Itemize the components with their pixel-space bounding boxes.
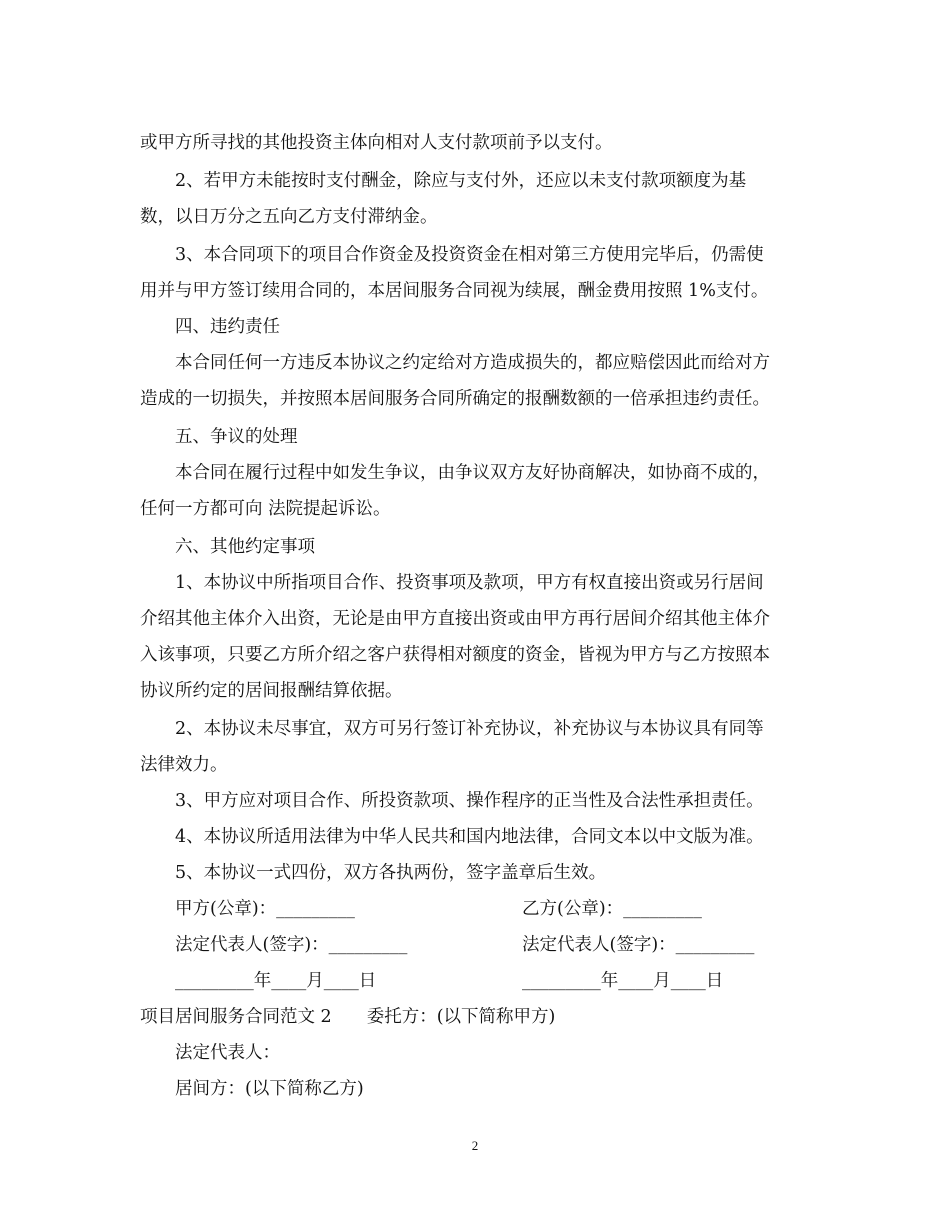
paragraph-line: 3、甲方应对项目合作、所投资款项、操作程序的正当性及合法性承担责任。 bbox=[175, 791, 764, 811]
page-number: 2 bbox=[471, 1138, 479, 1153]
paragraph-line: 3、本合同项下的项目合作资金及投资资金在相对第三方使用完毕后，仍需使 bbox=[175, 245, 764, 265]
paragraph-line: 法律效力。 bbox=[140, 755, 228, 775]
legal-representative-line: 法定代表人： bbox=[175, 1043, 280, 1063]
paragraph-line: 本合同在履行过程中如发生争议，由争议双方友好协商解决，如协商不成的， bbox=[175, 463, 770, 483]
paragraph-line: 2、若甲方未能按时支付酬金，除应与支付外，还应以未支付款项额度为基 bbox=[175, 171, 747, 191]
party-b-rep: 法定代表人(签字)：_________ bbox=[522, 935, 755, 955]
paragraph-line: 入该事项，只要乙方所介绍之客户获得相对额度的资金，皆视为甲方与乙方按照本 bbox=[140, 645, 770, 665]
second-contract-heading: 项目居间服务合同范文 2 委托方：(以下简称甲方) bbox=[140, 1007, 556, 1027]
party-a-seal: 甲方(公章)：_________ bbox=[175, 899, 355, 919]
party-a-rep: 法定代表人(签字)：_________ bbox=[175, 935, 408, 955]
paragraph-line: 1、本协议中所指项目合作、投资事项及款项，甲方有权直接出资或另行居间 bbox=[175, 573, 764, 593]
paragraph-line: 本合同任何一方违反本协议之约定给对方造成损失的，都应赔偿因此而给对方 bbox=[175, 353, 770, 373]
paragraph-line: 介绍其他主体介入出资，无论是由甲方直接出资或由甲方再行居间介绍其他主体介 bbox=[140, 609, 770, 629]
paragraph-line: 造成的一切损失，并按照本居间服务合同所确定的报酬数额的一倍承担违约责任。 bbox=[140, 389, 770, 409]
paragraph-line: 2、本协议未尽事宜，双方可另行签订补充协议，补充协议与本协议具有同等 bbox=[175, 719, 764, 739]
party-a-date: _________年____月____日 bbox=[175, 971, 377, 991]
section-heading: 六、其他约定事项 bbox=[175, 537, 315, 557]
paragraph-line: 或甲方所寻找的其他投资主体向相对人支付款项前予以支付。 bbox=[140, 133, 613, 153]
section-heading: 四、违约责任 bbox=[175, 317, 280, 337]
paragraph-line: 5、本协议一式四份，双方各执两份，签字盖章后生效。 bbox=[175, 863, 607, 883]
paragraph-line: 协议所约定的居间报酬结算依据。 bbox=[140, 681, 403, 701]
party-b-seal: 乙方(公章)：_________ bbox=[522, 899, 702, 919]
intermediary-line: 居间方：(以下简称乙方) bbox=[175, 1079, 364, 1099]
section-heading: 五、争议的处理 bbox=[175, 427, 298, 447]
party-b-date: _________年____月____日 bbox=[522, 971, 724, 991]
paragraph-line: 用并与甲方签订续用合同的，本居间服务合同视为续展，酬金费用按照 1%支付。 bbox=[140, 281, 769, 301]
paragraph-line: 4、本协议所适用法律为中华人民共和国内地法律，合同文本以中文版为准。 bbox=[175, 827, 764, 847]
paragraph-line: 数，以日万分之五向乙方支付滞纳金。 bbox=[140, 207, 438, 227]
paragraph-line: 任何一方都可向 法院提起诉讼。 bbox=[140, 499, 391, 519]
